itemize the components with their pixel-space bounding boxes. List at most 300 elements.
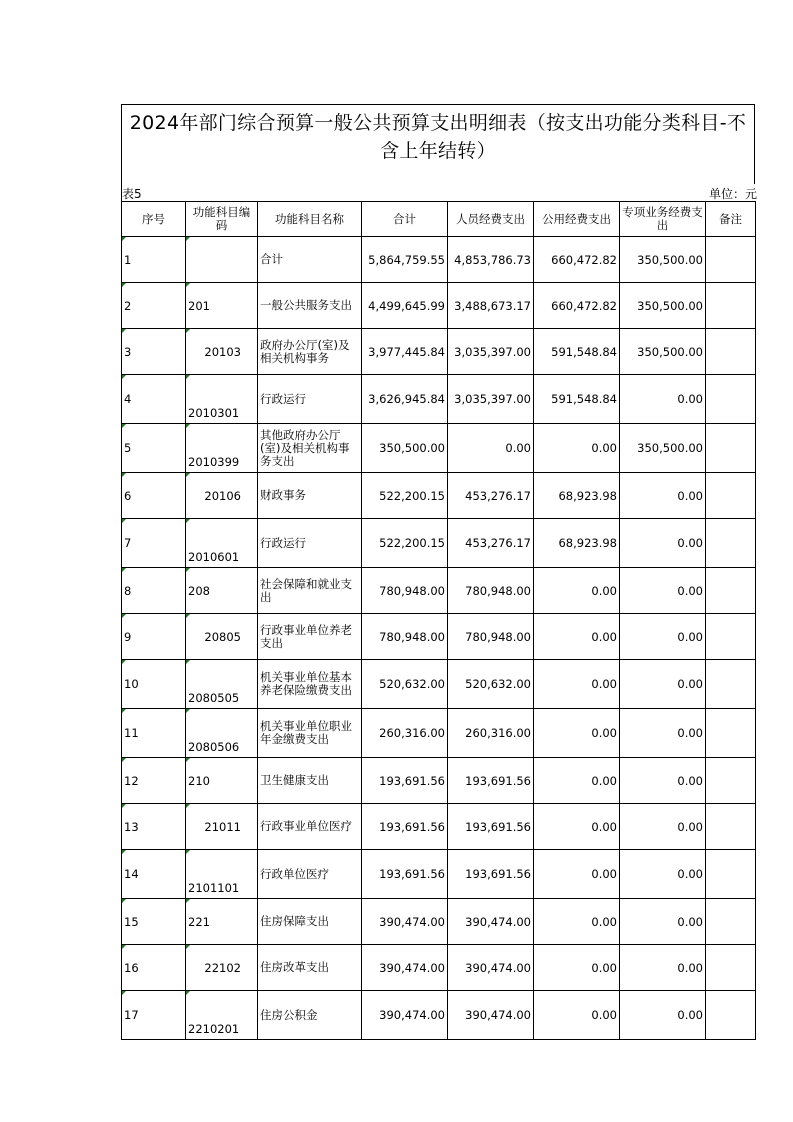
cell-special-text: 350,500.00 — [637, 441, 703, 455]
cell-public — [534, 758, 620, 804]
cell-total — [362, 804, 448, 850]
cell-marker-icon — [122, 850, 126, 854]
table-row — [122, 945, 756, 991]
cell-marker-icon — [122, 945, 126, 949]
table-row — [122, 614, 756, 660]
cell-personnel-text: 193,691.56 — [465, 867, 531, 881]
cell-code — [186, 375, 258, 424]
unit-label: 单位：元 — [708, 187, 757, 201]
cell-special — [620, 519, 706, 568]
cell-code-text: 20103 — [204, 344, 241, 359]
cell-seq — [122, 424, 186, 473]
budget-sheet — [121, 104, 755, 1040]
cell-marker-icon — [186, 237, 190, 241]
cell-personnel-text: 390,474.00 — [465, 960, 531, 975]
cell-total — [362, 945, 448, 991]
title-line-1: 2024年部门综合预算一般公共预算支出明细表（按支出功能分类科目-不 — [129, 112, 747, 134]
cell-remark — [706, 329, 756, 375]
cell-name — [258, 804, 362, 850]
cell-code-text: 2010301 — [188, 406, 240, 420]
cell-name-text: 其他政府办公厅(室)及相关机构事务支出 — [260, 428, 350, 468]
cell-total-text: 193,691.56 — [379, 819, 445, 834]
cell-code — [186, 283, 258, 329]
cell-special-text: 0.00 — [677, 960, 703, 975]
cell-special-text: 0.00 — [677, 488, 703, 503]
cell-special-text: 350,500.00 — [637, 252, 703, 267]
table-row — [122, 237, 756, 283]
cell-code — [186, 473, 258, 519]
cell-total — [362, 519, 448, 568]
cell-marker-icon — [122, 237, 126, 241]
cell-public — [534, 519, 620, 568]
cell-marker-icon — [122, 899, 126, 903]
cell-public — [534, 850, 620, 899]
cell-total — [362, 283, 448, 329]
cell-seq — [122, 899, 186, 945]
cell-special — [620, 804, 706, 850]
cell-total — [362, 758, 448, 804]
cell-code — [186, 519, 258, 568]
cell-name — [258, 758, 362, 804]
cell-seq-text: 1 — [124, 252, 132, 267]
cell-code-text: 22102 — [204, 960, 241, 975]
table-row — [122, 991, 756, 1040]
header-special: 专项业务经费支出 — [620, 202, 706, 237]
cell-code-text: 2080506 — [188, 740, 240, 754]
cell-public — [534, 804, 620, 850]
cell-public — [534, 945, 620, 991]
table-row — [122, 709, 756, 758]
cell-name-text: 卫生健康支出 — [260, 774, 329, 787]
cell-remark — [706, 660, 756, 709]
cell-total-text: 390,474.00 — [379, 914, 445, 929]
cell-total-text: 193,691.56 — [379, 867, 445, 881]
cell-personnel-text: 3,035,397.00 — [454, 392, 531, 406]
cell-public-text: 591,548.84 — [551, 392, 617, 406]
cell-total — [362, 473, 448, 519]
cell-special-text: 350,500.00 — [637, 298, 703, 313]
cell-total — [362, 614, 448, 660]
cell-seq-text: 15 — [124, 914, 139, 929]
cell-total — [362, 424, 448, 473]
header-seq: 序号 — [122, 202, 186, 237]
cell-public-text: 591,548.84 — [551, 344, 617, 359]
cell-personnel-text: 3,035,397.00 — [454, 344, 531, 359]
cell-special — [620, 329, 706, 375]
table-meta — [121, 184, 755, 201]
cell-personnel — [448, 424, 534, 473]
cell-marker-icon — [186, 424, 190, 428]
cell-code-text: 2080505 — [188, 691, 240, 705]
cell-seq — [122, 991, 186, 1040]
cell-seq — [122, 283, 186, 329]
cell-seq-text: 13 — [124, 819, 139, 834]
cell-code — [186, 991, 258, 1040]
cell-personnel — [448, 991, 534, 1040]
cell-personnel-text: 390,474.00 — [465, 1008, 531, 1022]
cell-name-text: 机关事业单位职业年金缴费支出 — [260, 720, 352, 746]
cell-special-text: 0.00 — [677, 914, 703, 929]
cell-special — [620, 850, 706, 899]
cell-public-text: 68,923.98 — [558, 536, 617, 550]
cell-name-text: 合计 — [260, 253, 283, 266]
page-title — [121, 104, 755, 164]
cell-name — [258, 519, 362, 568]
header-public: 公用经费支出 — [534, 202, 620, 237]
cell-code-text: 20106 — [204, 488, 241, 503]
table-row — [122, 899, 756, 945]
cell-name-text: 行政事业单位养老支出 — [260, 623, 352, 650]
cell-personnel-text: 780,948.00 — [465, 629, 531, 644]
cell-seq — [122, 568, 186, 614]
cell-marker-icon — [186, 899, 190, 903]
cell-special — [620, 709, 706, 758]
cell-code-text: 201 — [188, 298, 210, 313]
title-line-2: 含上年结转） — [380, 140, 496, 162]
cell-special — [620, 660, 706, 709]
cell-seq — [122, 945, 186, 991]
cell-personnel — [448, 237, 534, 283]
cell-personnel-text: 390,474.00 — [465, 914, 531, 929]
cell-name — [258, 899, 362, 945]
cell-code — [186, 804, 258, 850]
cell-name — [258, 614, 362, 660]
cell-seq-text: 12 — [124, 773, 139, 788]
cell-name — [258, 473, 362, 519]
cell-name — [258, 945, 362, 991]
cell-total-text: 390,474.00 — [379, 1008, 445, 1022]
cell-public-text: 0.00 — [591, 677, 617, 691]
cell-public — [534, 568, 620, 614]
cell-remark — [706, 568, 756, 614]
header-name: 功能科目名称 — [258, 202, 362, 237]
cell-marker-icon — [186, 758, 190, 762]
table-row — [122, 568, 756, 614]
cell-public-text: 0.00 — [591, 1008, 617, 1022]
cell-name-text: 住房公积金 — [260, 1008, 318, 1022]
cell-public-text: 660,472.82 — [551, 252, 617, 267]
cell-special-text: 0.00 — [677, 536, 703, 550]
cell-remark — [706, 804, 756, 850]
header-row — [122, 202, 756, 237]
cell-personnel — [448, 473, 534, 519]
cell-total-text: 350,500.00 — [379, 441, 445, 455]
cell-name — [258, 283, 362, 329]
cell-code — [186, 758, 258, 804]
cell-personnel — [448, 329, 534, 375]
cell-public — [534, 329, 620, 375]
cell-personnel-text: 260,316.00 — [465, 726, 531, 740]
cell-personnel — [448, 568, 534, 614]
cell-total-text: 3,626,945.84 — [368, 392, 445, 406]
cell-public — [534, 709, 620, 758]
cell-remark — [706, 473, 756, 519]
cell-public — [534, 237, 620, 283]
cell-special — [620, 945, 706, 991]
cell-seq-text: 7 — [124, 536, 132, 550]
cell-special — [620, 991, 706, 1040]
cell-code-text: 208 — [188, 583, 210, 598]
cell-marker-icon — [186, 660, 190, 664]
cell-marker-icon — [122, 804, 126, 808]
cell-seq — [122, 804, 186, 850]
cell-personnel — [448, 899, 534, 945]
cell-personnel — [448, 375, 534, 424]
cell-public-text: 0.00 — [591, 726, 617, 740]
cell-seq-text: 4 — [124, 392, 132, 406]
cell-public — [534, 283, 620, 329]
cell-total-text: 520,632.00 — [379, 677, 445, 691]
cell-total-text: 193,691.56 — [379, 773, 445, 788]
table-row — [122, 660, 756, 709]
cell-personnel-text: 3,488,673.17 — [454, 298, 531, 313]
cell-total-text: 780,948.00 — [379, 583, 445, 598]
cell-name-text: 社会保障和就业支出 — [260, 577, 352, 604]
cell-remark — [706, 424, 756, 473]
cell-public — [534, 991, 620, 1040]
table-row — [122, 850, 756, 899]
cell-name-text: 行政运行 — [260, 392, 306, 406]
cell-total — [362, 991, 448, 1040]
cell-public — [534, 660, 620, 709]
cell-code — [186, 660, 258, 709]
cell-public — [534, 614, 620, 660]
cell-personnel — [448, 804, 534, 850]
cell-personnel-text: 453,276.17 — [465, 536, 531, 550]
cell-name — [258, 991, 362, 1040]
cell-name-text: 住房改革支出 — [260, 961, 329, 974]
cell-code — [186, 424, 258, 473]
cell-name — [258, 709, 362, 758]
cell-personnel-text: 520,632.00 — [465, 677, 531, 691]
cell-remark — [706, 709, 756, 758]
header-total: 合计 — [362, 202, 448, 237]
cell-code-text: 2010399 — [188, 455, 240, 469]
cell-code-text: 21011 — [204, 819, 241, 834]
cell-marker-icon — [122, 758, 126, 762]
cell-personnel — [448, 709, 534, 758]
cell-total — [362, 375, 448, 424]
cell-code-text: 2101101 — [188, 881, 240, 895]
cell-seq-text: 2 — [124, 298, 132, 313]
cell-total-text: 390,474.00 — [379, 960, 445, 975]
cell-personnel — [448, 660, 534, 709]
cell-public-text: 0.00 — [591, 914, 617, 929]
cell-code-text: 20805 — [204, 629, 241, 644]
header-remark: 备注 — [706, 202, 756, 237]
cell-marker-icon — [186, 709, 190, 713]
cell-public-text: 0.00 — [591, 819, 617, 834]
cell-code — [186, 850, 258, 899]
cell-seq-text: 5 — [124, 441, 132, 455]
cell-total — [362, 237, 448, 283]
cell-name — [258, 375, 362, 424]
title-spacer — [121, 164, 755, 184]
cell-code — [186, 945, 258, 991]
cell-total-text: 4,499,645.99 — [368, 298, 445, 313]
table-row — [122, 424, 756, 473]
cell-special-text: 0.00 — [677, 677, 703, 691]
table-row — [122, 329, 756, 375]
cell-remark — [706, 375, 756, 424]
cell-total-text: 522,200.15 — [379, 536, 445, 550]
cell-name-text: 政府办公厅(室)及相关机构事务 — [260, 338, 350, 365]
cell-name-text: 财政事务 — [260, 489, 306, 502]
cell-special — [620, 758, 706, 804]
cell-seq-text: 3 — [124, 344, 132, 359]
cell-seq — [122, 375, 186, 424]
cell-remark — [706, 283, 756, 329]
cell-seq — [122, 709, 186, 758]
cell-code — [186, 709, 258, 758]
cell-special — [620, 614, 706, 660]
cell-personnel — [448, 519, 534, 568]
cell-personnel-text: 193,691.56 — [465, 773, 531, 788]
cell-code-text: 2010601 — [188, 550, 240, 564]
cell-marker-icon — [186, 614, 190, 618]
cell-remark — [706, 899, 756, 945]
cell-marker-icon — [122, 519, 126, 523]
cell-remark — [706, 991, 756, 1040]
table-row — [122, 473, 756, 519]
cell-code-text: 221 — [188, 914, 210, 929]
cell-total-text: 3,977,445.84 — [368, 344, 445, 359]
cell-special-text: 0.00 — [677, 773, 703, 788]
cell-personnel-text: 453,276.17 — [465, 488, 531, 503]
cell-personnel-text: 780,948.00 — [465, 583, 531, 598]
cell-marker-icon — [122, 283, 126, 287]
cell-name — [258, 850, 362, 899]
cell-personnel — [448, 614, 534, 660]
cell-name — [258, 660, 362, 709]
cell-seq — [122, 519, 186, 568]
cell-remark — [706, 945, 756, 991]
cell-total — [362, 329, 448, 375]
cell-remark — [706, 614, 756, 660]
cell-name-text: 一般公共服务支出 — [260, 299, 352, 312]
cell-special — [620, 237, 706, 283]
cell-marker-icon — [186, 329, 190, 333]
cell-name — [258, 424, 362, 473]
table-row — [122, 519, 756, 568]
cell-code-text: 210 — [188, 773, 210, 788]
cell-seq-text: 6 — [124, 488, 132, 503]
cell-special-text: 0.00 — [677, 1008, 703, 1022]
cell-personnel — [448, 850, 534, 899]
cell-public-text: 0.00 — [591, 629, 617, 644]
cell-special-text: 0.00 — [677, 392, 703, 406]
cell-personnel — [448, 758, 534, 804]
cell-marker-icon — [122, 424, 126, 428]
cell-name — [258, 329, 362, 375]
cell-special-text: 0.00 — [677, 583, 703, 598]
cell-seq-text: 9 — [124, 629, 132, 644]
table-number: 表5 — [122, 187, 142, 201]
cell-seq-text: 11 — [124, 726, 139, 740]
cell-marker-icon — [186, 945, 190, 949]
cell-special — [620, 899, 706, 945]
cell-public-text: 0.00 — [591, 773, 617, 788]
cell-name — [258, 237, 362, 283]
cell-public-text: 0.00 — [591, 583, 617, 598]
cell-marker-icon — [122, 614, 126, 618]
cell-seq — [122, 850, 186, 899]
cell-total — [362, 568, 448, 614]
table-row — [122, 375, 756, 424]
expenditure-table — [121, 201, 756, 1040]
cell-marker-icon — [186, 473, 190, 477]
cell-marker-icon — [122, 660, 126, 664]
cell-special-text: 0.00 — [677, 629, 703, 644]
cell-public — [534, 899, 620, 945]
table-body — [122, 237, 756, 1040]
cell-name-text: 住房保障支出 — [260, 915, 329, 928]
cell-code — [186, 568, 258, 614]
cell-marker-icon — [186, 519, 190, 523]
cell-personnel-text: 4,853,786.73 — [454, 252, 531, 267]
cell-seq — [122, 758, 186, 804]
cell-special-text: 0.00 — [677, 819, 703, 834]
table-row — [122, 804, 756, 850]
cell-special — [620, 375, 706, 424]
cell-special — [620, 283, 706, 329]
cell-marker-icon — [186, 804, 190, 808]
cell-code — [186, 899, 258, 945]
cell-remark — [706, 758, 756, 804]
cell-personnel-text: 0.00 — [505, 441, 531, 455]
cell-seq-text: 17 — [124, 1008, 139, 1022]
cell-public — [534, 375, 620, 424]
cell-seq — [122, 237, 186, 283]
cell-total — [362, 660, 448, 709]
cell-total-text: 780,948.00 — [379, 629, 445, 644]
cell-code — [186, 237, 258, 283]
cell-remark — [706, 850, 756, 899]
cell-remark — [706, 519, 756, 568]
cell-public — [534, 473, 620, 519]
table-row — [122, 758, 756, 804]
cell-marker-icon — [122, 375, 126, 379]
cell-marker-icon — [122, 329, 126, 333]
cell-name-text: 行政事业单位医疗 — [260, 820, 352, 833]
cell-special-text: 350,500.00 — [637, 344, 703, 359]
cell-marker-icon — [122, 709, 126, 713]
cell-name-text: 机关事业单位基本养老保险缴费支出 — [260, 671, 352, 697]
cell-total-text: 5,864,759.55 — [368, 252, 445, 267]
cell-seq-text: 8 — [124, 583, 132, 598]
cell-seq — [122, 329, 186, 375]
cell-special-text: 0.00 — [677, 867, 703, 881]
cell-public — [534, 424, 620, 473]
cell-seq — [122, 660, 186, 709]
cell-total — [362, 899, 448, 945]
cell-code — [186, 614, 258, 660]
cell-total-text: 260,316.00 — [379, 726, 445, 740]
cell-seq-text: 10 — [124, 677, 139, 691]
header-personnel: 人员经费支出 — [448, 202, 534, 237]
cell-public-text: 0.00 — [591, 867, 617, 881]
cell-marker-icon — [186, 375, 190, 379]
cell-special — [620, 424, 706, 473]
table-row — [122, 283, 756, 329]
cell-seq-text: 16 — [124, 960, 139, 975]
cell-code — [186, 329, 258, 375]
cell-public-text: 0.00 — [591, 441, 617, 455]
cell-name — [258, 568, 362, 614]
cell-seq — [122, 473, 186, 519]
cell-special-text: 0.00 — [677, 726, 703, 740]
cell-marker-icon — [186, 850, 190, 854]
